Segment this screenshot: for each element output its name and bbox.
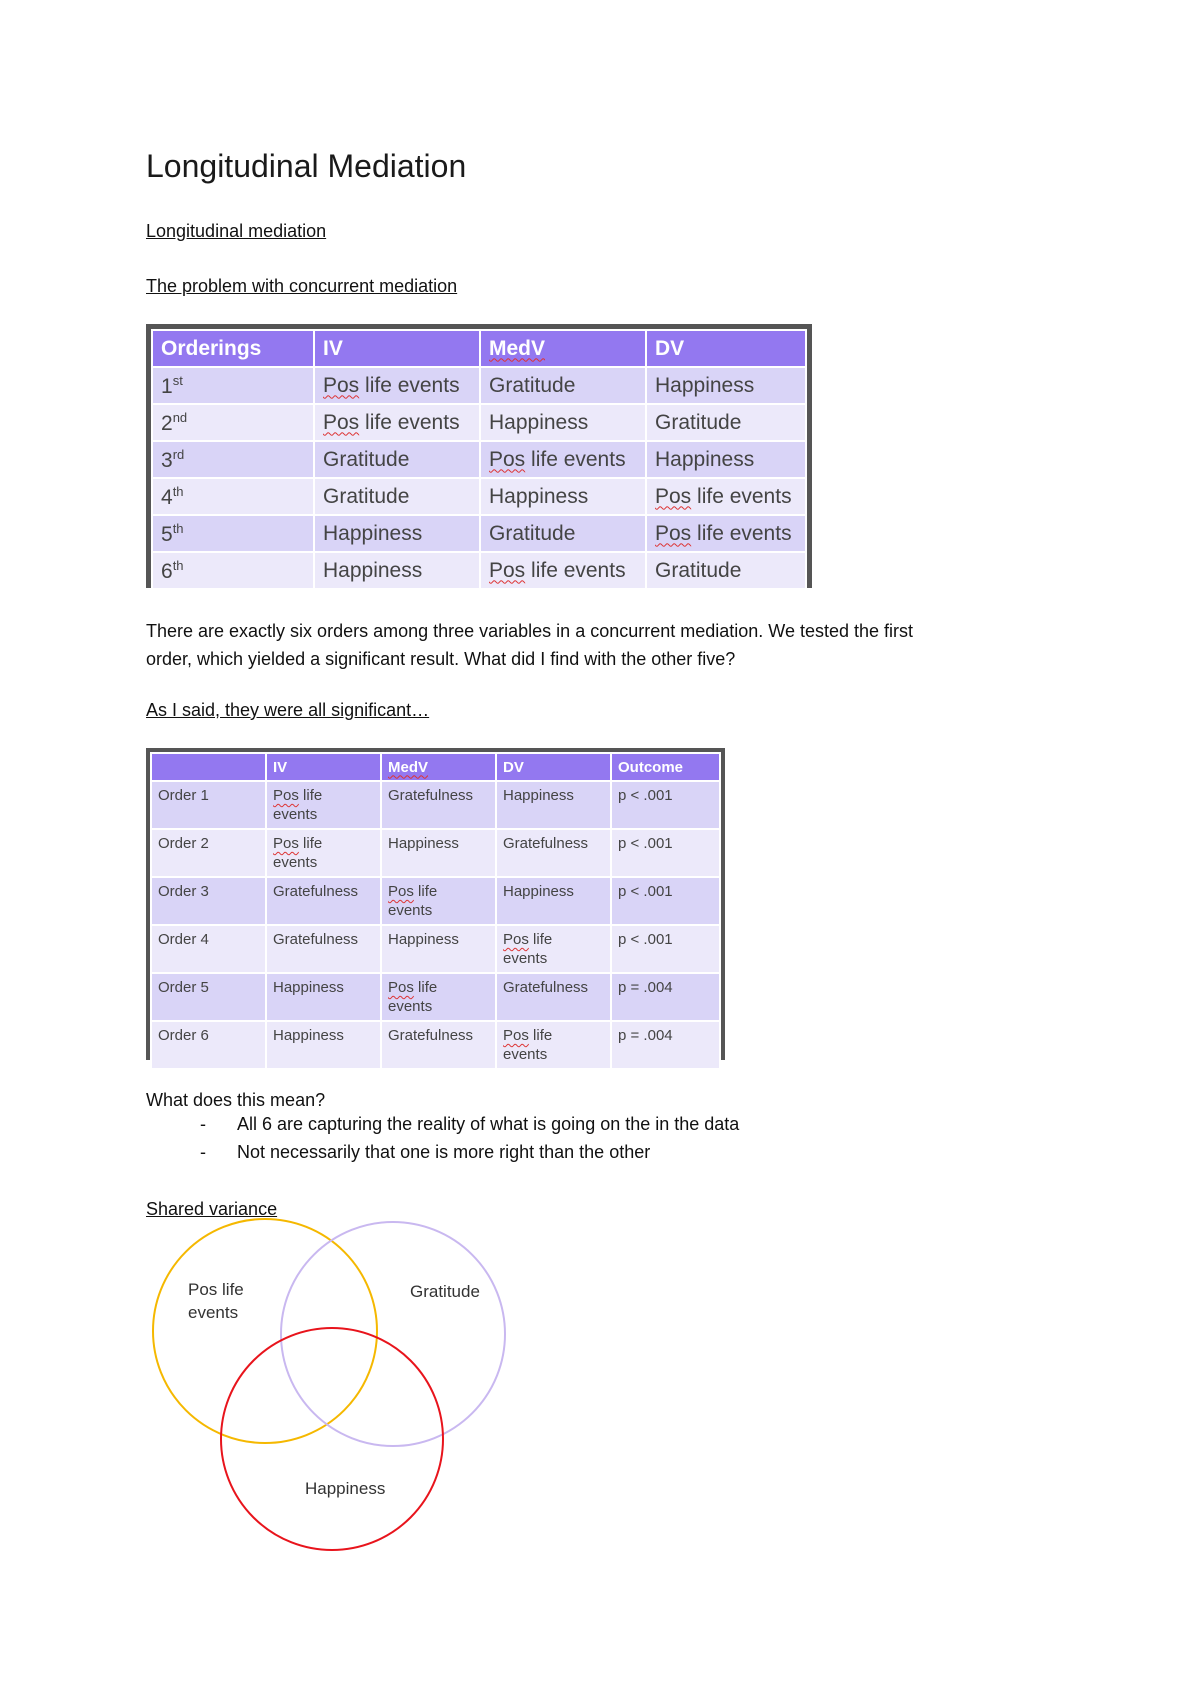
outcome-cell: p < .001 [612, 926, 719, 972]
header-dv: DV [497, 754, 610, 780]
venn-label-events: events [188, 1303, 239, 1322]
paragraph-line-1: There are exactly six orders among three variables in a concurrent mediation. We tested the first [146, 621, 914, 641]
dv-cell-squiggle: Pos [655, 521, 692, 545]
dv-cell: Gratefulness [497, 974, 610, 1020]
header-dv: DV [647, 331, 805, 366]
order-cell: Order 6 [152, 1022, 265, 1068]
medv-cell: Gratitude [481, 368, 645, 403]
header-medv-text: MedV [489, 336, 546, 360]
page-title: Longitudinal Mediation [146, 148, 467, 184]
order-cell: Order 3 [152, 878, 265, 924]
section-heading-significant: As I said, they were all significant… [146, 700, 430, 720]
ordering-cell: 1st [153, 368, 313, 403]
dv-cell-squiggle: Pos [655, 484, 692, 508]
table-row [153, 368, 805, 403]
iv-cell-squiggle: Pos [323, 410, 360, 434]
medv-cell-squiggle: Pos [489, 447, 526, 471]
iv-cell: Happiness [267, 1022, 380, 1068]
medv-cell-squiggle: Pos [388, 979, 414, 996]
medv-cell: Happiness [382, 926, 495, 972]
iv-cell: Pos life events [315, 368, 479, 403]
table-header-row [153, 331, 805, 366]
medv-cell: Gratefulness [382, 1022, 495, 1068]
iv-cell-squiggle: Pos [323, 373, 360, 397]
orderings-table [151, 329, 807, 590]
dv-cell: Pos life events [497, 1022, 610, 1068]
table-row [152, 830, 719, 876]
outcome-table-frame [146, 748, 725, 1063]
dv-cell: Happiness [497, 782, 610, 828]
medv-cell: Pos life events [382, 878, 495, 924]
venn-label-pos-life: Pos life [188, 1280, 244, 1299]
ordering-suffix: nd [172, 409, 188, 425]
bullet-dash-1: - [200, 1114, 206, 1134]
iv-cell-squiggle: Pos [273, 835, 299, 852]
table-row [152, 1022, 719, 1068]
dv-cell: Gratitude [647, 553, 805, 588]
table-header-row [152, 754, 719, 780]
medv-cell: Happiness [481, 479, 645, 514]
dv-cell: Pos life events [647, 516, 805, 551]
iv-cell: Pos life events [315, 405, 479, 440]
iv-cell-squiggle: Pos [273, 787, 299, 804]
table-row [153, 405, 805, 440]
section-heading-shared-variance: Shared variance [146, 1199, 278, 1219]
table-row [153, 442, 805, 477]
header-iv: IV [315, 331, 479, 366]
outcome-cell: p < .001 [612, 782, 719, 828]
iv-cell: Gratitude [315, 479, 479, 514]
dv-cell: Gratitude [647, 405, 805, 440]
table-row [153, 553, 805, 588]
table-row [152, 878, 719, 924]
iv-cell: Gratefulness [267, 926, 380, 972]
paragraph-six-orders [146, 617, 913, 673]
dv-cell: Gratefulness [497, 830, 610, 876]
venn-label-happiness: Happiness [305, 1479, 386, 1498]
iv-cell: Happiness [315, 553, 479, 588]
ordering-cell: 6th [153, 553, 313, 588]
ordering-cell: 5th [153, 516, 313, 551]
iv-cell: Happiness [315, 516, 479, 551]
paragraph-line-2: order, which yielded a significant result. What did I find with the other five? [146, 649, 736, 669]
medv-cell: Gratitude [481, 516, 645, 551]
dv-cell: Pos life events [647, 479, 805, 514]
dv-cell-squiggle: Pos [503, 931, 529, 948]
dv-cell: Happiness [497, 878, 610, 924]
ordering-suffix: st [172, 372, 183, 388]
medv-cell: Happiness [382, 830, 495, 876]
venn-diagram [140, 1215, 530, 1555]
header-outcome: Outcome [612, 754, 719, 780]
order-cell: Order 2 [152, 830, 265, 876]
iv-cell: Pos life events [267, 782, 380, 828]
header-orderings: Orderings [153, 331, 313, 366]
iv-cell: Happiness [267, 974, 380, 1020]
table-row [152, 782, 719, 828]
dv-cell-squiggle: Pos [503, 1027, 529, 1044]
question-text: What does this mean? [146, 1090, 326, 1110]
medv-cell: Happiness [481, 405, 645, 440]
order-cell: Order 4 [152, 926, 265, 972]
orderings-table-frame [146, 324, 812, 588]
dv-cell: Happiness [647, 442, 805, 477]
iv-cell: Pos life events [267, 830, 380, 876]
medv-cell-squiggle: Pos [489, 558, 526, 582]
medv-cell: Pos life events [481, 553, 645, 588]
bullet-dash-2: - [200, 1142, 206, 1162]
dv-cell: Pos life events [497, 926, 610, 972]
outcome-cell: p < .001 [612, 830, 719, 876]
header-medv [481, 331, 645, 366]
medv-cell: Pos life events [481, 442, 645, 477]
table-row [152, 974, 719, 1020]
ordering-cell: 3rd [153, 442, 313, 477]
header-medv-text: MedV [388, 758, 429, 776]
section-heading-problem: The problem with concurrent mediation [146, 276, 458, 296]
outcome-cell: p < .001 [612, 878, 719, 924]
iv-cell: Gratitude [315, 442, 479, 477]
outcome-cell: p = .004 [612, 974, 719, 1020]
outcome-cell: p = .004 [612, 1022, 719, 1068]
ordering-cell: 4th [153, 479, 313, 514]
medv-cell: Pos life events [382, 974, 495, 1020]
iv-cell: Gratefulness [267, 878, 380, 924]
ordering-suffix: th [172, 557, 184, 573]
table-row [153, 479, 805, 514]
venn-circle-pos-life-events [153, 1219, 377, 1443]
ordering-suffix: th [172, 520, 184, 536]
venn-circle-gratitude [281, 1222, 505, 1446]
order-cell: Order 1 [152, 782, 265, 828]
dv-cell: Happiness [647, 368, 805, 403]
header-medv [382, 754, 495, 780]
header-blank [152, 754, 265, 780]
bullet-item-1: All 6 are capturing the reality of what is going on the in the data [237, 1114, 740, 1134]
venn-circle-happiness [221, 1328, 443, 1550]
medv-cell: Gratefulness [382, 782, 495, 828]
header-iv: IV [267, 754, 380, 780]
bullet-item-2: Not necessarily that one is more right than the other [237, 1142, 651, 1162]
venn-label-gratitude: Gratitude [410, 1282, 480, 1301]
ordering-suffix: th [172, 483, 184, 499]
ordering-suffix: rd [172, 446, 185, 462]
table-row [153, 516, 805, 551]
outcome-table [150, 752, 721, 1070]
medv-cell-squiggle: Pos [388, 883, 414, 900]
order-cell: Order 5 [152, 974, 265, 1020]
table-row [152, 926, 719, 972]
section-heading-longitudinal: Longitudinal mediation [146, 221, 327, 241]
ordering-cell: 2nd [153, 405, 313, 440]
